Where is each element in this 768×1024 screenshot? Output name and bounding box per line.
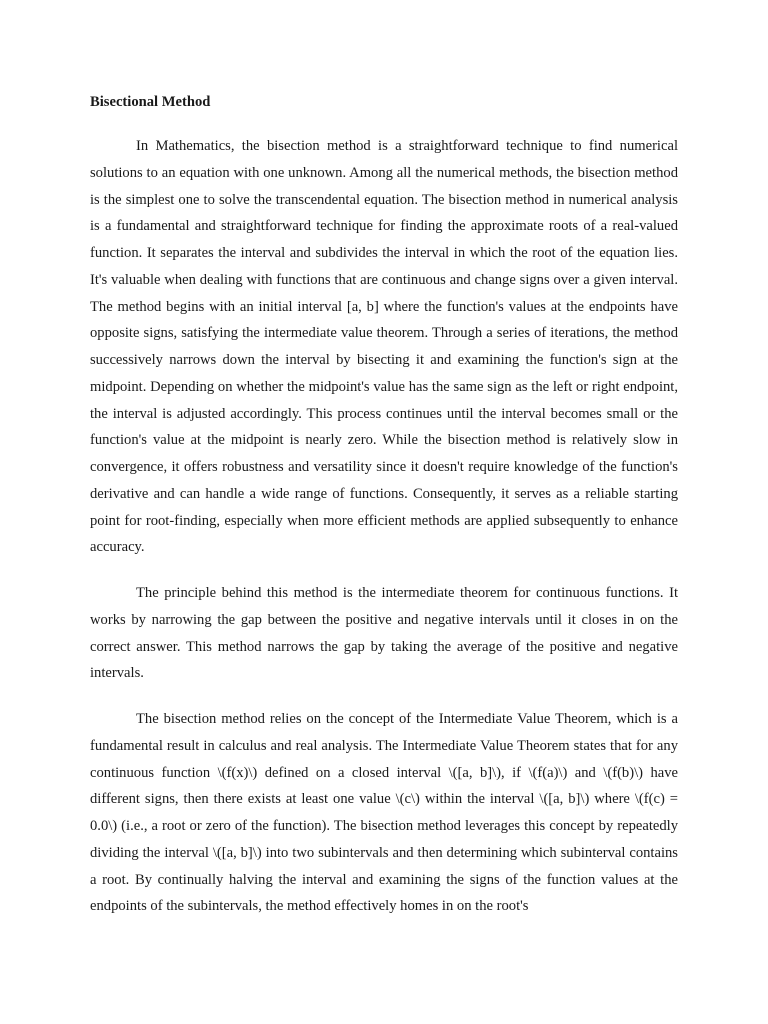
paragraph-principle: The principle behind this method is the intermediate theorem for continuous functions. It works by narrowing the gap between the positive and negative intervals until it closes in on the correct answer. This method narrows the gap by taking the average of the positive and negative intervals. <box>90 585 678 682</box>
paragraph-intermediate-value-theorem: The bisection method relies on the concept of the Intermediate Value Theorem, which is a fundamental result in calculus and real analysis. The Intermediate Value Theorem states that for any continuous function \(f(x)\) defined on a closed interval \([a, b]\), if \(f(a)\) and \(f(b)\) have different signs, then there exists at least one value \(c\) within the interval \([a, b]\) where \(f(c) = 0.0\) (i.e., a root or zero of the function). The bisection method leverages this concept by repeatedly dividing the interval \([a, b]\) into two subintervals and then determining which subinterval contains a root. By continually halving the interval and examining the signs of the function values at the endpoints of the subintervals, the method effectively homes in on the root's <box>90 711 678 915</box>
paragraph-introduction: In Mathematics, the bisection method is a straightforward technique to find numerical solutions to an equation with one unknown. Among all the numerical methods, the bisection method is the simplest one to solve the transcendental equation. The bisection method in numerical analysis is a fundamental and straightforward technique for finding the approximate roots of a real-valued function. It separates the interval and subdivides the interval in which the root of the equation lies. It's valuable when dealing with functions that are continuous and change signs over a given interval. The method begins with an initial interval [a, b] where the function's values at the endpoints have opposite signs, satisfying the intermediate value theorem. Through a series of iterations, the method successively narrows down the interval by bisecting it and examining the function's sign at the midpoint. Depending on whether the midpoint's value has the same sign as the left or right endpoint, the interval is adjusted accordingly. This process continues until the interval becomes small or the function's value at the midpoint is nearly zero. While the bisection method is relatively slow in convergence, it offers robustness and versatility since it doesn't require knowledge of the function's derivative and can handle a wide range of functions. Consequently, it serves as a reliable starting point for root-finding, especially when more efficient methods are applied subsequently to enhance accuracy. <box>90 138 678 556</box>
document-body <box>90 89 678 939</box>
document-title: Bisectional Method <box>90 94 211 110</box>
